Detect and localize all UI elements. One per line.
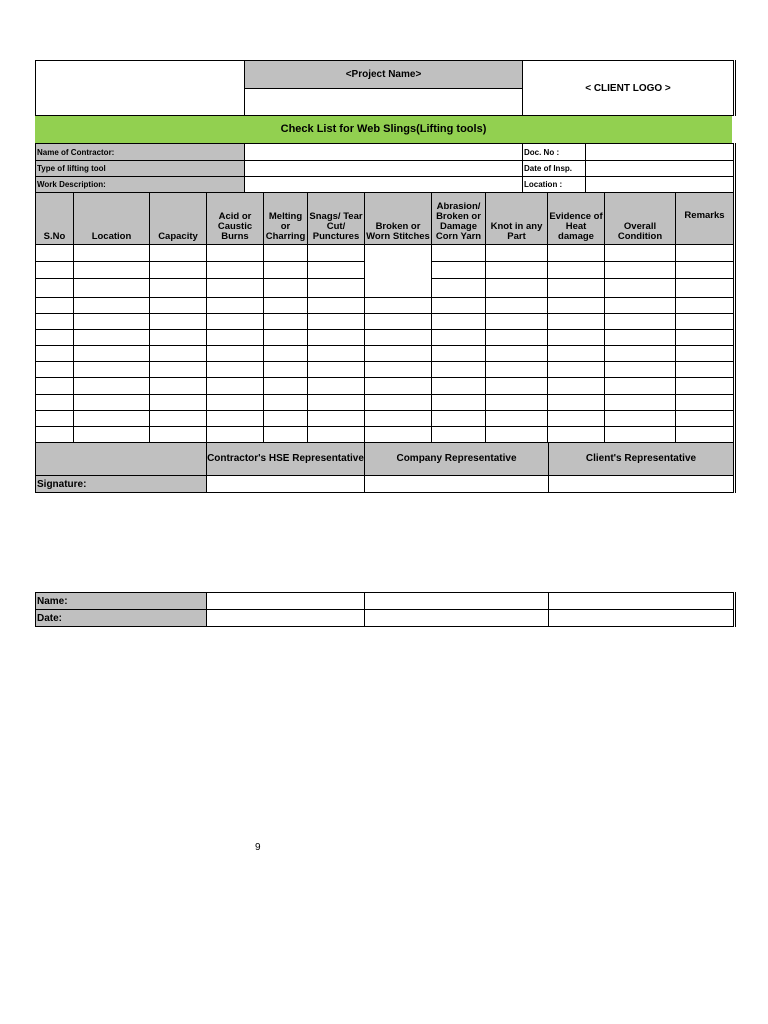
table-cell[interactable] [74, 314, 150, 330]
table-cell[interactable] [605, 378, 676, 395]
table-cell[interactable] [365, 298, 432, 314]
name-date-table [35, 592, 736, 627]
table-cell[interactable] [308, 378, 365, 395]
checklist-table [35, 192, 736, 443]
table-cell[interactable] [207, 314, 264, 330]
client-rep-label: Client's Representative [549, 443, 735, 476]
table-cell[interactable] [150, 279, 207, 298]
table-cell[interactable] [486, 378, 548, 395]
table-cell[interactable] [548, 279, 605, 298]
client-date-field[interactable] [549, 610, 735, 627]
table-cell[interactable] [676, 314, 735, 330]
table-cell[interactable] [207, 427, 264, 443]
contractor-signature-field[interactable] [207, 476, 365, 493]
table-cell[interactable] [150, 298, 207, 314]
table-row [36, 411, 735, 427]
table-cell[interactable] [36, 362, 74, 378]
table-cell[interactable] [486, 427, 548, 443]
table-row [36, 245, 735, 262]
table-cell[interactable] [74, 298, 150, 314]
table-cell[interactable] [74, 411, 150, 427]
table-cell[interactable] [365, 314, 432, 330]
table-row [36, 298, 735, 314]
col-snags: Snags/ Tear Cut/ Punctures [308, 193, 365, 245]
table-cell[interactable] [365, 395, 432, 411]
table-row [36, 395, 735, 411]
table-cell[interactable] [605, 245, 676, 262]
table-cell[interactable] [308, 330, 365, 346]
col-remarks: Remarks [676, 193, 735, 245]
table-cell[interactable] [308, 427, 365, 443]
table-cell[interactable] [432, 330, 486, 346]
table-row [36, 427, 735, 443]
checklist-title: Check List for Web Slings(Lifting tools) [35, 116, 732, 143]
table-cell[interactable] [676, 330, 735, 346]
table-cell[interactable] [486, 330, 548, 346]
table-cell[interactable] [308, 411, 365, 427]
col-heat: Evidence of Heat damage [548, 193, 605, 245]
contractor-name-field[interactable] [207, 593, 365, 610]
doc-no-field[interactable] [586, 144, 735, 161]
col-melting: Melting or Charring [264, 193, 308, 245]
company-rep-label: Company Representative [365, 443, 549, 476]
name-label: Name: [36, 593, 207, 610]
table-cell[interactable] [486, 362, 548, 378]
table-cell[interactable] [676, 298, 735, 314]
table-cell[interactable] [264, 279, 308, 298]
table-cell[interactable] [74, 427, 150, 443]
signature-label: Signature: [36, 476, 207, 493]
table-cell[interactable] [605, 427, 676, 443]
work-desc-label: Work Description: [36, 177, 245, 193]
table-cell[interactable] [308, 362, 365, 378]
tool-type-label: Type of lifting tool [36, 161, 245, 177]
table-cell[interactable] [548, 378, 605, 395]
table-cell[interactable] [36, 245, 74, 262]
table-cell[interactable] [36, 262, 74, 279]
table-cell[interactable] [605, 262, 676, 279]
table-cell[interactable] [548, 427, 605, 443]
table-cell[interactable] [264, 362, 308, 378]
table-cell[interactable] [676, 395, 735, 411]
table-cell[interactable] [308, 314, 365, 330]
table-row [36, 378, 735, 395]
table-cell[interactable] [486, 314, 548, 330]
table-cell[interactable] [486, 298, 548, 314]
table-cell[interactable] [676, 378, 735, 395]
col-location: Location [74, 193, 150, 245]
table-cell[interactable] [150, 427, 207, 443]
table-cell[interactable] [365, 427, 432, 443]
table-cell[interactable] [432, 279, 486, 298]
table-cell[interactable] [365, 378, 432, 395]
table-cell[interactable] [365, 362, 432, 378]
table-cell[interactable] [548, 411, 605, 427]
table-cell[interactable] [36, 395, 74, 411]
table-cell[interactable] [548, 314, 605, 330]
table-cell[interactable] [207, 346, 264, 362]
table-cell[interactable] [207, 279, 264, 298]
col-capacity: Capacity [150, 193, 207, 245]
table-cell[interactable] [264, 411, 308, 427]
location-label: Location : [523, 177, 586, 193]
table-cell[interactable] [548, 245, 605, 262]
table-cell[interactable] [74, 279, 150, 298]
page-number: 9 [255, 842, 261, 853]
table-cell[interactable] [74, 245, 150, 262]
table-cell[interactable] [207, 362, 264, 378]
rep-blank-cell [36, 443, 207, 476]
table-cell[interactable] [548, 262, 605, 279]
table-cell[interactable] [676, 411, 735, 427]
table-cell[interactable] [36, 314, 74, 330]
contractor-date-field[interactable] [207, 610, 365, 627]
table-cell[interactable] [207, 395, 264, 411]
table-cell[interactable] [264, 427, 308, 443]
table-cell[interactable] [36, 330, 74, 346]
client-logo: < CLIENT LOGO > [523, 61, 735, 116]
table-cell[interactable] [150, 330, 207, 346]
table-cell[interactable] [207, 378, 264, 395]
table-cell[interactable] [676, 279, 735, 298]
table-cell[interactable] [308, 279, 365, 298]
table-cell[interactable] [74, 346, 150, 362]
table-cell[interactable] [207, 245, 264, 262]
table-cell[interactable] [74, 330, 150, 346]
table-row [36, 346, 735, 362]
table-cell[interactable] [432, 378, 486, 395]
company-date-field[interactable] [365, 610, 549, 627]
table-cell[interactable] [605, 346, 676, 362]
client-signature-field[interactable] [549, 476, 735, 493]
table-cell[interactable] [432, 262, 486, 279]
table-cell[interactable] [264, 378, 308, 395]
col-overall: Overall Condition [605, 193, 676, 245]
table-cell[interactable] [548, 362, 605, 378]
table-cell[interactable] [264, 395, 308, 411]
table-cell[interactable] [207, 298, 264, 314]
table-cell[interactable] [486, 346, 548, 362]
table-cell[interactable] [36, 411, 74, 427]
table-cell[interactable] [308, 262, 365, 279]
table-cell[interactable] [486, 279, 548, 298]
table-cell[interactable] [676, 346, 735, 362]
table-cell[interactable] [36, 346, 74, 362]
table-cell[interactable] [432, 314, 486, 330]
company-name-field[interactable] [365, 593, 549, 610]
table-cell[interactable] [264, 298, 308, 314]
header-blank-cell [36, 61, 245, 116]
table-cell[interactable] [308, 298, 365, 314]
tool-type-field[interactable] [245, 161, 523, 177]
date-insp-field[interactable] [586, 161, 735, 177]
col-sno: S.No [36, 193, 74, 245]
table-cell[interactable] [605, 279, 676, 298]
col-broken: Broken or Worn Stitches [365, 193, 432, 245]
table-cell[interactable] [150, 346, 207, 362]
table-cell[interactable] [486, 411, 548, 427]
table-cell[interactable] [264, 346, 308, 362]
table-cell[interactable] [605, 362, 676, 378]
table-row [36, 314, 735, 330]
table-cell[interactable] [548, 298, 605, 314]
table-cell[interactable] [207, 411, 264, 427]
table-cell[interactable] [150, 362, 207, 378]
table-cell[interactable] [36, 378, 74, 395]
table-cell[interactable] [432, 395, 486, 411]
table-cell[interactable] [676, 245, 735, 262]
table-cell[interactable] [432, 427, 486, 443]
table-cell[interactable] [676, 262, 735, 279]
company-signature-field[interactable] [365, 476, 549, 493]
info-table [35, 143, 736, 193]
table-cell[interactable] [308, 245, 365, 262]
table-row [36, 330, 735, 346]
contractor-field[interactable] [245, 144, 523, 161]
contractor-label: Name of Contractor: [36, 144, 245, 161]
table-cell[interactable] [432, 362, 486, 378]
table-cell[interactable] [486, 395, 548, 411]
date-label: Date: [36, 610, 207, 627]
table-cell[interactable] [432, 411, 486, 427]
table-cell[interactable] [150, 262, 207, 279]
col-abrasion: Abrasion/ Broken or Damage Corn Yarn [432, 193, 486, 245]
table-cell[interactable] [432, 245, 486, 262]
col-knot: Knot in any Part [486, 193, 548, 245]
table-cell[interactable] [264, 314, 308, 330]
table-cell[interactable] [36, 427, 74, 443]
table-cell[interactable] [605, 411, 676, 427]
table-cell[interactable] [264, 262, 308, 279]
table-cell[interactable] [36, 279, 74, 298]
work-desc-field[interactable] [245, 177, 523, 193]
table-cell[interactable] [365, 346, 432, 362]
table-cell[interactable] [308, 395, 365, 411]
table-cell[interactable] [605, 395, 676, 411]
table-cell[interactable] [432, 298, 486, 314]
table-cell[interactable] [74, 378, 150, 395]
table-cell[interactable] [676, 362, 735, 378]
project-name: <Project Name> [245, 61, 523, 89]
location-field[interactable] [586, 177, 735, 193]
header-table [35, 60, 736, 116]
table-cell[interactable] [365, 411, 432, 427]
table-cell[interactable] [150, 411, 207, 427]
table-cell[interactable] [365, 330, 432, 346]
table-cell[interactable] [264, 245, 308, 262]
date-insp-label: Date of Insp. [523, 161, 586, 177]
contractor-rep-label: Contractor's HSE Representative [207, 443, 365, 476]
table-cell[interactable] [432, 346, 486, 362]
table-cell[interactable] [207, 262, 264, 279]
table-cell[interactable] [74, 395, 150, 411]
table-cell[interactable] [207, 330, 264, 346]
table-cell[interactable] [264, 330, 308, 346]
table-cell[interactable] [486, 245, 548, 262]
doc-no-label: Doc. No : [523, 144, 586, 161]
table-cell[interactable] [308, 346, 365, 362]
table-cell[interactable] [150, 378, 207, 395]
table-cell[interactable] [486, 262, 548, 279]
table-cell[interactable] [150, 314, 207, 330]
table-cell[interactable] [605, 298, 676, 314]
table-cell[interactable] [676, 427, 735, 443]
table-cell[interactable] [548, 330, 605, 346]
table-cell[interactable] [365, 245, 432, 298]
table-cell[interactable] [605, 314, 676, 330]
table-cell[interactable] [605, 330, 676, 346]
table-cell[interactable] [150, 395, 207, 411]
col-acid: Acid or Caustic Burns [207, 193, 264, 245]
project-name-value [245, 89, 523, 116]
table-cell[interactable] [74, 262, 150, 279]
table-cell[interactable] [150, 245, 207, 262]
table-cell[interactable] [74, 362, 150, 378]
client-name-field[interactable] [549, 593, 735, 610]
representatives-table [35, 442, 736, 493]
table-row [36, 362, 735, 378]
table-cell[interactable] [548, 346, 605, 362]
table-cell[interactable] [548, 395, 605, 411]
table-cell[interactable] [36, 298, 74, 314]
